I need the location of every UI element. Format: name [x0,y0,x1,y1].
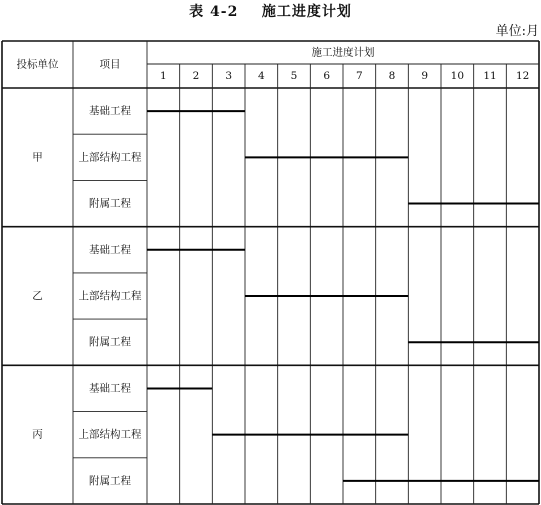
item-label: 附属工程 [89,474,131,487]
month-header: 3 [225,70,233,82]
month-header: 11 [483,70,497,82]
item-label: 基础工程 [89,243,131,256]
table-text [17,46,530,487]
item-label: 附属工程 [89,336,131,349]
item-label: 上部结构工程 [78,290,142,302]
month-header: 10 [450,70,465,82]
bidder-name: 丙 [32,428,43,441]
header-item: 项目 [99,58,121,71]
bidder-name: 甲 [32,151,43,164]
month-header: 6 [323,70,331,82]
month-header: 4 [257,70,265,82]
month-header: 9 [421,70,429,82]
header-bidder: 投标单位 [16,58,59,71]
month-header: 8 [388,70,396,82]
item-label: 基础工程 [89,382,131,395]
table-title: 表 4-2 施工进度计划 [189,4,352,20]
item-label: 上部结构工程 [78,428,142,441]
month-header: 2 [192,70,200,82]
month-header: 5 [290,70,298,82]
header-schedule: 施工进度计划 [311,46,375,59]
item-label: 上部结构工程 [78,151,142,164]
month-header: 1 [159,70,167,82]
unit-label: 单位:月 [495,24,539,39]
month-header: 12 [515,70,530,82]
bidder-name: 乙 [32,290,43,302]
month-header: 7 [355,70,363,82]
item-label: 附属工程 [89,197,131,210]
item-label: 基础工程 [89,105,131,118]
